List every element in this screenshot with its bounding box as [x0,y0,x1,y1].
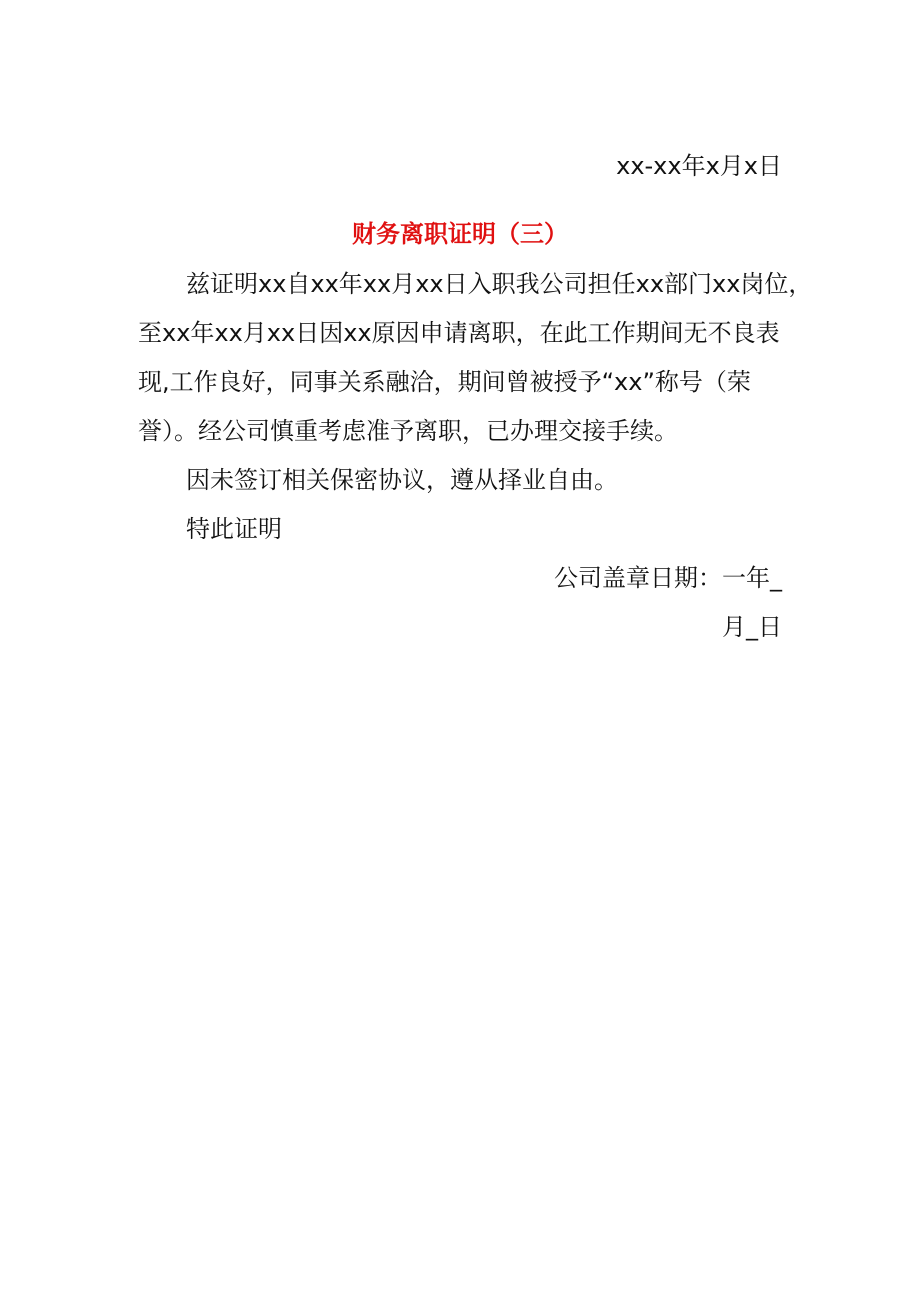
paragraph-1-line-1: 兹证明xx自xx年xx月xx日入职我公司担任xx部门xx岗位， [186,270,813,298]
document-title: 财务离职证明（三） [352,220,568,248]
paragraph-1-line-4: 誉）。经公司慎重考虑准予离职，已办理交接手续。 [138,417,678,445]
document-content [138,146,813,652]
paragraph-1-line-3: 现,工作良好，同事关系融洽，期间曾被授予“xx”称号（荣 [138,368,751,396]
header-date: xx-xx年x月x日 [616,152,782,180]
signature-date-line-2: 月_日 [722,613,782,641]
signature-date-line-1: 公司盖章日期：一年_ [554,564,782,592]
paragraph-1-line-2: 至xx年xx月xx日因xx原因申请离职，在此工作期间无不良表 [138,319,780,347]
closing-statement: 特此证明 [186,515,282,543]
paragraph-2: 因未签订相关保密协议，遵从择业自由。 [186,466,618,494]
document-body [138,260,813,652]
